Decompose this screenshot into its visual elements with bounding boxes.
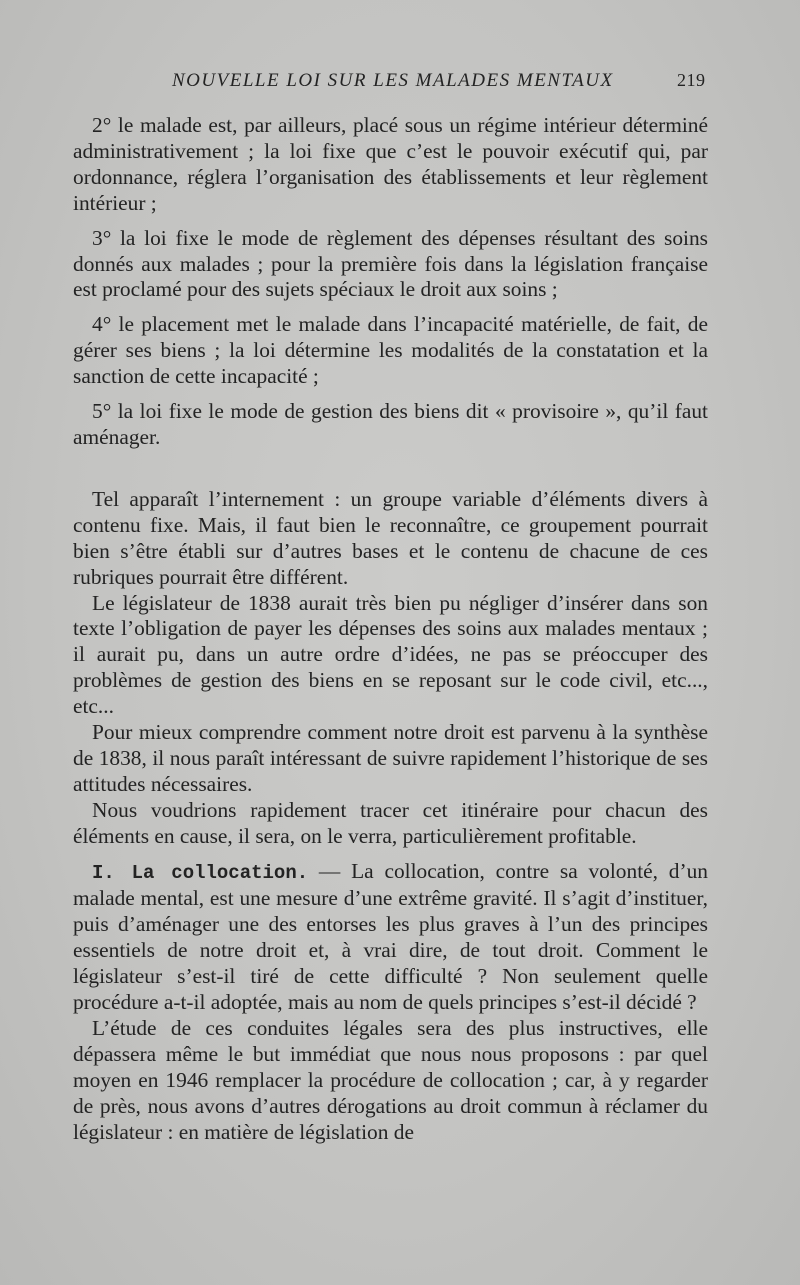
paragraph-item-4: 4° le placement met le malade dans l’incapacité matérielle, de fait, de gérer ses biens ; la loi détermine les modalités de la constatation et la sanction de cette incapacité ; <box>73 312 708 389</box>
page-number: 219 <box>677 70 706 90</box>
running-title: NOUVELLE LOI SUR LES MALADES MENTAUX <box>172 70 614 91</box>
body-text <box>73 113 708 1146</box>
section-dash: — <box>318 858 341 883</box>
section-heading: I. La collocation. <box>92 861 309 884</box>
section-paragraph-collocation <box>73 859 708 1016</box>
paragraph-item-2: 2° le malade est, par ailleurs, placé sous un régime intérieur déterminé administrativement ; la loi fixe que c’est le pouvoir exécutif qui, par ordonnance, réglera l’organisation des établissements et leur règlement intérieur ; <box>73 113 708 215</box>
paragraph-synthese: Pour mieux comprendre comment notre droit est parvenu à la synthèse de 1838, il nous paraît intéressant de suivre rapidement l’historique de ses attitudes nécessaires. <box>73 720 708 796</box>
paragraph-legislateur: Le législateur de 1838 aurait très bien pu négliger d’insérer dans son texte l’obligation de payer les dépenses des soins aux malades mentaux ; il aurait pu, dans un autre ordre d’idées, ne pas se préoccuper des problèmes de gestion des biens en se reposant sur le code civil, etc..., etc... <box>73 590 708 719</box>
paragraph-itineraire: Nous voudrions rapidement tracer cet itinéraire pour chacun des éléments en cause, il sera, on le verra, particulièrement profitable. <box>73 797 708 848</box>
section-text: La collocation, contre sa volonté, d’un malade mental, est une mesure d’une extrême gravité. Il s’agit d’instituer, puis d’aménager une des entorses les plus graves à l’un des principes essentiels de notre droit et, à vrai dire, de tout droit. Comment le législateur s’est-il tiré de cette difficulté ? Non seulement quelle procédure a-t-il adoptée, mais au nom de quels principes s’est-il décidé ? <box>73 858 708 1015</box>
paragraph-etude: L’étude de ces conduites légales sera des plus instructives, elle dépassera même le but immédiat que nous nous proposons : par quel moyen en 1946 remplacer la procédure de collocation ; car, à y regarder de près, nous avons d’autres dérogations au droit commun à réclamer du législateur : en matière de législation de <box>73 1016 708 1144</box>
paragraph-item-3: 3° la loi fixe le mode de règlement des dépenses résultant des soins donnés aux malades ; pour la première fois dans la législation française est proclamé pour des sujets spéciaux le droit aux soins ; <box>73 225 708 302</box>
paragraph-item-5: 5° la loi fixe le mode de gestion des biens dit « provisoire », qu’il faut aménager. <box>73 399 708 449</box>
running-header <box>0 70 800 98</box>
paragraph-internement: Tel apparaît l’internement : un groupe variable d’éléments divers à contenu fixe. Mais, il faut bien le reconnaître, ce groupement pourrait bien s’être établi sur d’autres bases et le contenu de chacune de ces rubriques pourrait être différent. <box>73 486 708 589</box>
